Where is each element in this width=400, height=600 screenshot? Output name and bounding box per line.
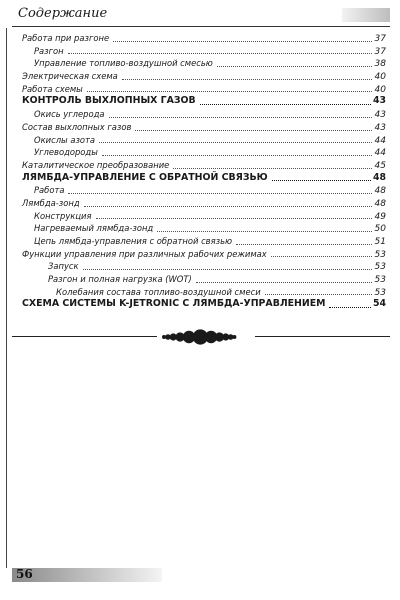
toc-leader-dots xyxy=(83,268,372,270)
page-number: 56 xyxy=(16,567,33,581)
toc-entry-title: Разгон и полная нагрузка (WOT) xyxy=(48,274,192,285)
toc-entry-page: 48 xyxy=(372,171,386,183)
toc-leader-dots xyxy=(265,293,372,295)
toc-entry-page: 53 xyxy=(374,287,386,298)
toc-entry[interactable] xyxy=(20,95,386,108)
toc-leader-dots xyxy=(122,78,372,80)
toc-entry-page: 50 xyxy=(374,224,386,235)
toc-entry-page: 48 xyxy=(374,186,386,197)
toc-entry[interactable] xyxy=(20,222,386,235)
toc-entry[interactable] xyxy=(20,121,386,134)
toc-entry[interactable] xyxy=(20,45,386,58)
toc-leader-dots xyxy=(236,243,372,245)
toc-entry[interactable] xyxy=(20,273,386,286)
toc-entry-page: 43 xyxy=(374,110,386,121)
toc-entry-title: Работа xyxy=(34,185,65,196)
toc-entry-title: Работа схемы xyxy=(22,83,83,94)
toc-entry-page: 37 xyxy=(374,46,386,57)
page-title: Содержание xyxy=(18,6,108,21)
toc-entry-page: 49 xyxy=(374,211,386,222)
toc-entry[interactable] xyxy=(20,70,386,83)
left-margin-rule xyxy=(6,28,7,568)
toc-entry-title: Окись углерода xyxy=(34,109,105,120)
toc-entry[interactable] xyxy=(20,57,386,70)
ornament-divider xyxy=(12,326,390,348)
toc-entry-title: Колебания состава топливо-воздушной смеси xyxy=(56,286,261,297)
ornament-circle xyxy=(232,335,236,339)
toc-entry[interactable] xyxy=(20,197,386,210)
table-of-contents xyxy=(20,32,386,311)
toc-entry-title: Состав выхлопных газов xyxy=(22,121,132,132)
toc-entry[interactable] xyxy=(20,210,386,223)
toc-leader-dots xyxy=(68,52,372,54)
toc-entry-page: 44 xyxy=(374,148,386,159)
toc-entry-title: Окислы азота xyxy=(34,134,96,145)
toc-entry-title: КОНТРОЛЬ ВЫХЛОПНЫХ ГАЗОВ xyxy=(22,95,196,107)
toc-entry-title: Каталитическое преобразование xyxy=(22,159,170,170)
toc-entry-page: 40 xyxy=(374,84,386,95)
toc-leader-dots xyxy=(87,90,372,92)
toc-entry-page: 53 xyxy=(374,249,386,260)
toc-entry-title: Разгон xyxy=(34,45,64,56)
toc-leader-dots xyxy=(329,306,371,308)
toc-entry[interactable] xyxy=(20,134,386,147)
toc-entry[interactable] xyxy=(20,83,386,96)
toc-entry-title: Управление топливо-воздушной смесью xyxy=(34,58,213,69)
toc-entry-title: Функции управления при различных рабочих режимах xyxy=(22,248,267,259)
toc-entry-title: СХЕМА СИСТЕМЫ K-JETRONIC С ЛЯМБДА-УПРАВЛЕНИЕМ xyxy=(22,298,326,310)
toc-entry[interactable] xyxy=(20,298,386,311)
toc-entry-title: Углеводороды xyxy=(34,147,98,158)
header-rule xyxy=(12,26,390,27)
toc-leader-dots xyxy=(173,167,372,169)
page-footer xyxy=(12,566,390,586)
toc-leader-dots xyxy=(217,65,372,67)
toc-entry[interactable] xyxy=(20,235,386,248)
toc-entry[interactable] xyxy=(20,146,386,159)
toc-entry-page: 45 xyxy=(374,160,386,171)
toc-entry-title: ЛЯМБДА-УПРАВЛЕНИЕ С ОБРАТНОЙ СВЯЗЬЮ xyxy=(22,171,268,183)
toc-entry[interactable] xyxy=(20,184,386,197)
toc-entry[interactable] xyxy=(20,172,386,185)
toc-leader-dots xyxy=(157,230,372,232)
footer-gradient-bar xyxy=(12,568,162,582)
toc-leader-dots xyxy=(196,281,372,283)
toc-entry-title: Электрическая схема xyxy=(22,71,118,82)
toc-leader-dots xyxy=(68,192,372,194)
toc-entry-page: 40 xyxy=(374,72,386,83)
toc-entry-page: 43 xyxy=(372,95,386,107)
toc-leader-dots xyxy=(96,217,372,219)
toc-leader-dots xyxy=(200,103,371,105)
toc-entry[interactable] xyxy=(20,32,386,45)
toc-leader-dots xyxy=(84,205,372,207)
toc-leader-dots xyxy=(272,179,371,181)
ornament-circles xyxy=(162,329,236,344)
toc-leader-dots xyxy=(135,129,372,131)
ornament-graphic xyxy=(12,326,390,348)
toc-leader-dots xyxy=(99,141,372,143)
toc-entry-page: 44 xyxy=(374,135,386,146)
toc-entry-page: 51 xyxy=(374,237,386,247)
divider-rule-right xyxy=(255,336,390,337)
toc-entry-title: Конструкция xyxy=(34,210,92,221)
toc-entry-title: Работа при разгоне xyxy=(22,33,110,43)
toc-entry-page: 54 xyxy=(372,298,386,310)
toc-entry-page: 37 xyxy=(374,34,386,44)
toc-leader-dots xyxy=(113,40,372,42)
toc-leader-dots xyxy=(271,255,372,257)
toc-entry-title: Цепь лямбда-управления с обратной связью xyxy=(34,236,233,246)
toc-entry-page: 43 xyxy=(374,122,386,133)
toc-entry[interactable] xyxy=(20,159,386,172)
toc-leader-dots xyxy=(102,154,372,156)
toc-entry-page: 53 xyxy=(374,275,386,286)
header-gradient-tab xyxy=(342,8,390,22)
toc-entry-title: Нагреваемый лямбда-зонд xyxy=(34,223,154,234)
toc-entry-page: 38 xyxy=(374,59,386,70)
toc-entry[interactable] xyxy=(20,248,386,261)
toc-leader-dots xyxy=(109,116,372,118)
toc-entry[interactable] xyxy=(20,108,386,121)
toc-entry-title: Запуск xyxy=(48,261,79,272)
page-header xyxy=(12,6,390,26)
toc-entry-title: Лямбда-зонд xyxy=(22,197,80,208)
toc-entry[interactable] xyxy=(20,286,386,299)
toc-entry-page: 48 xyxy=(374,198,386,209)
toc-entry[interactable] xyxy=(20,260,386,273)
toc-entry-page: 53 xyxy=(374,262,386,273)
